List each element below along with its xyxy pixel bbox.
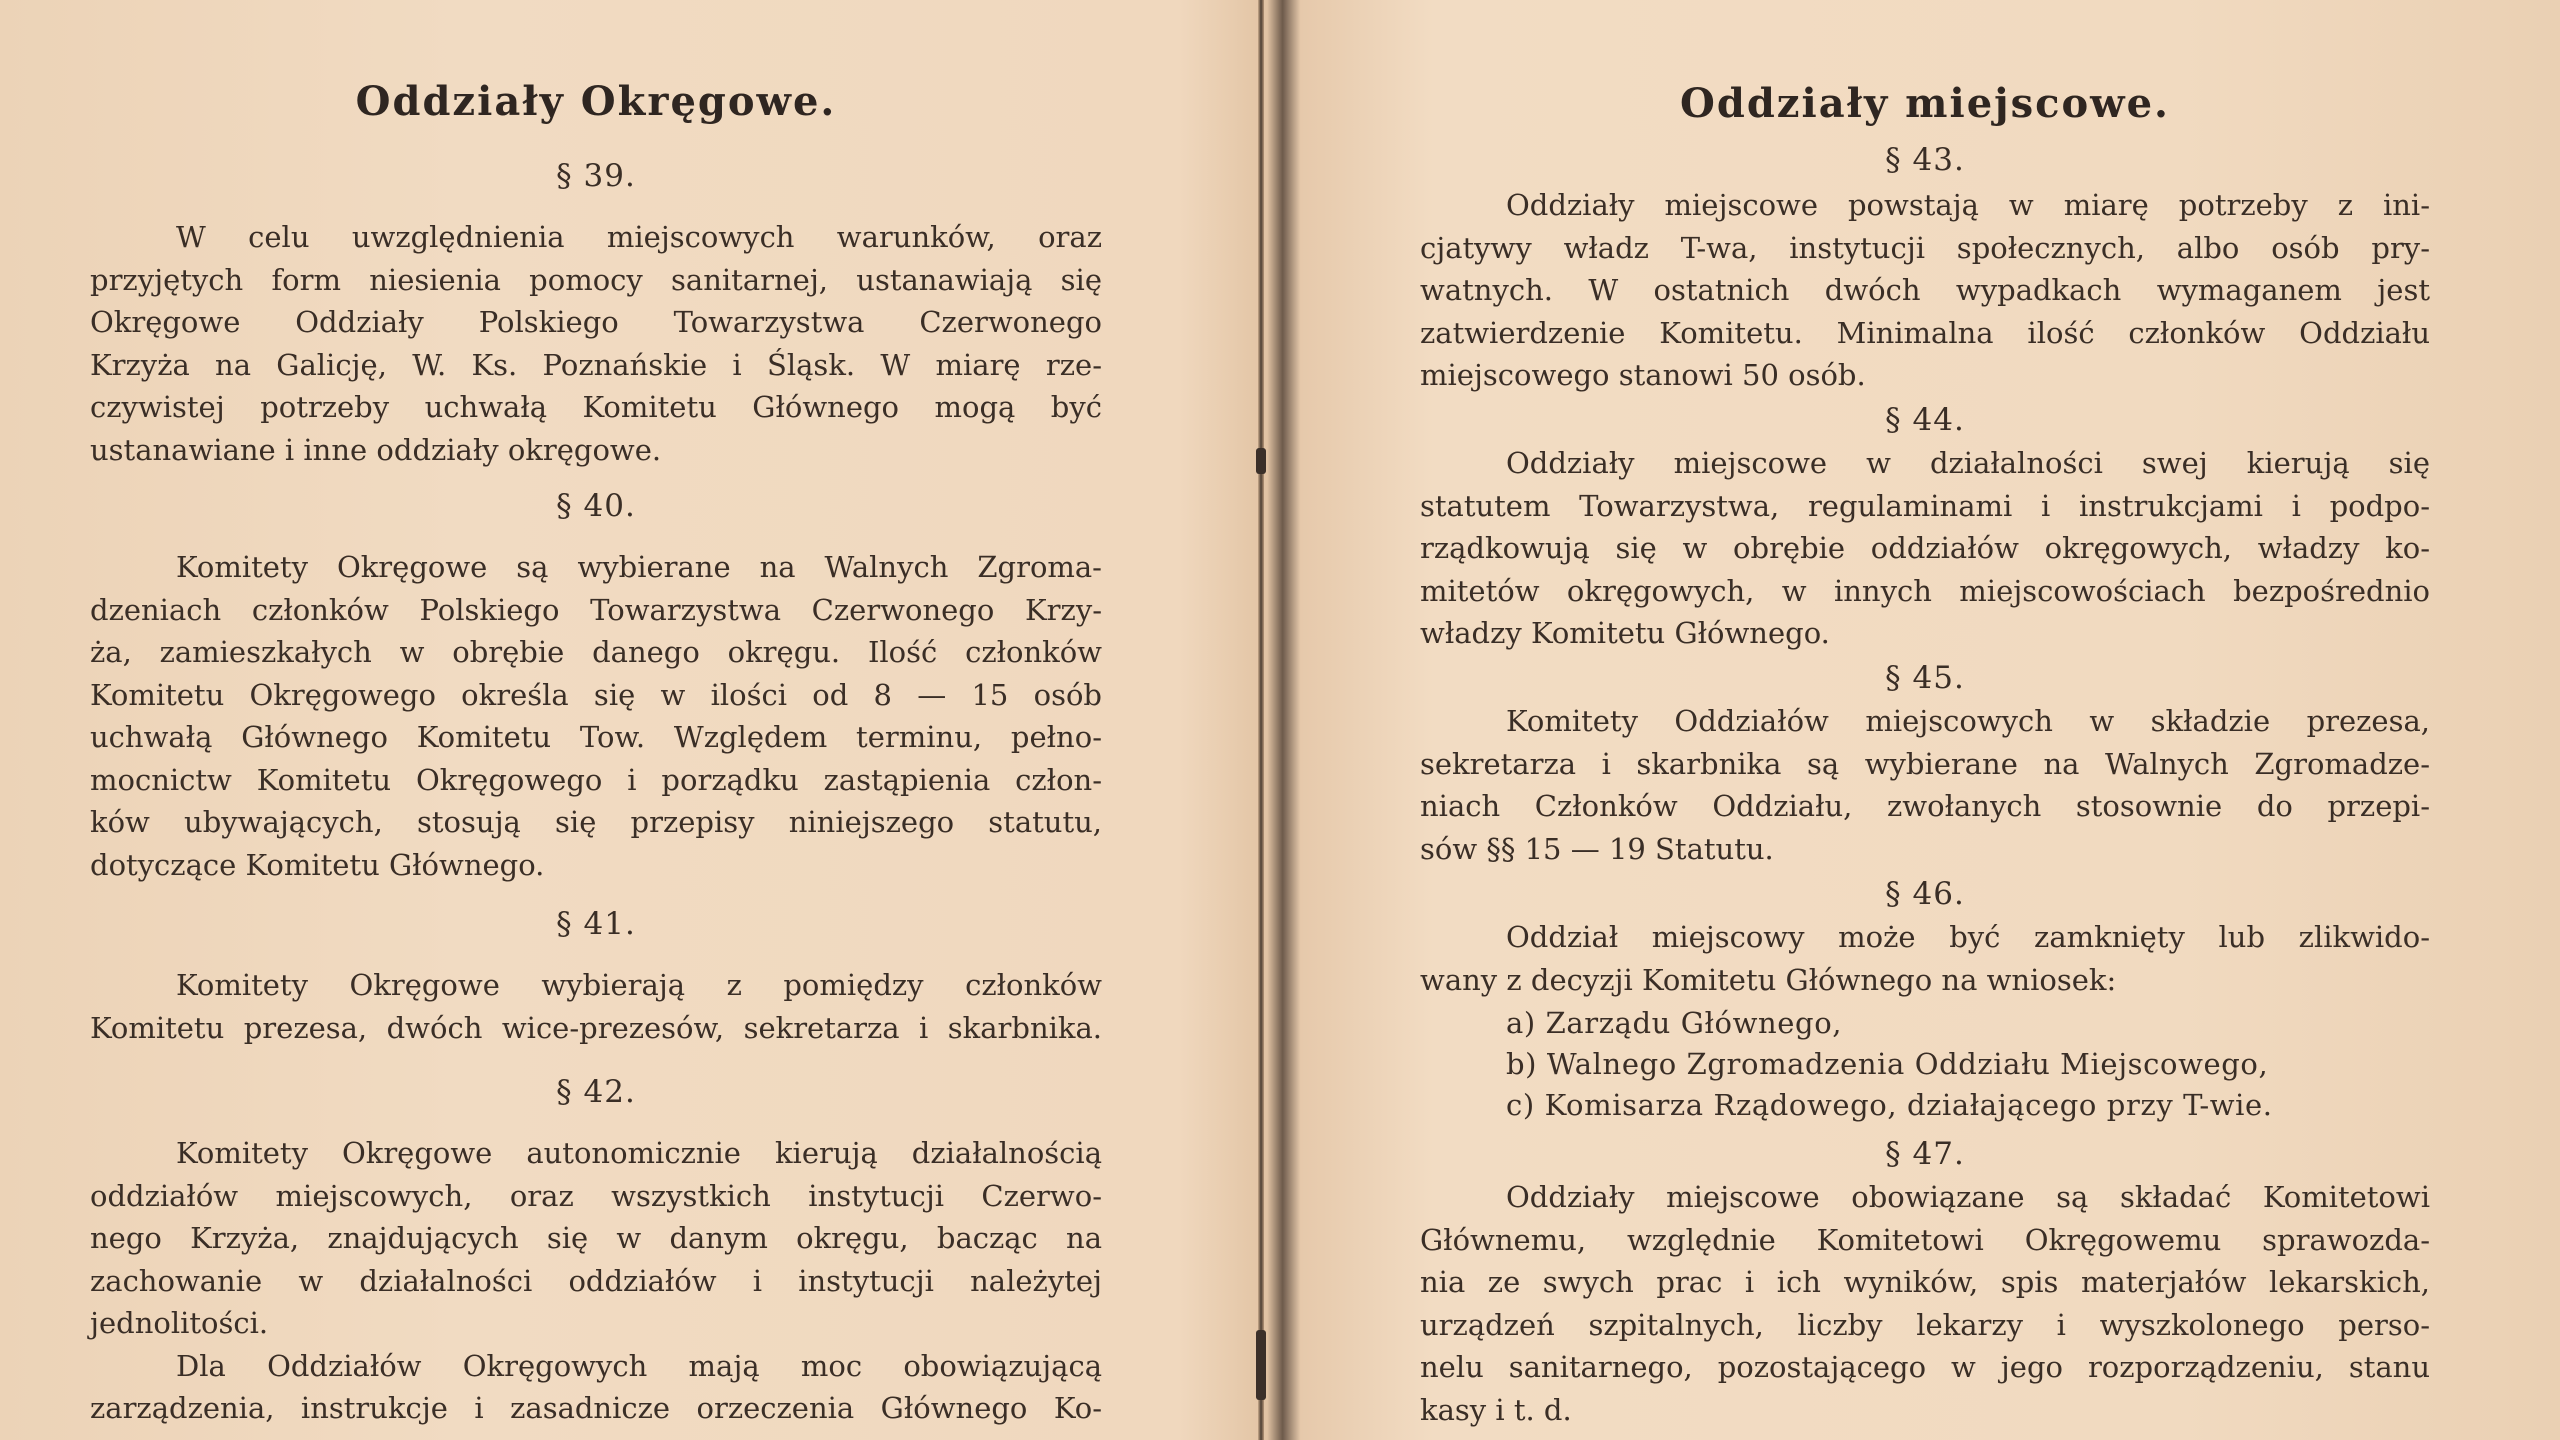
text-line: rządkowują się w obrębie oddziałów okręgowych, władzy ko- <box>1420 531 2430 565</box>
text-line: watnych. W ostatnich dwóch wypadkach wymaganem jest <box>1420 273 2430 307</box>
right-page <box>1420 0 2430 1440</box>
text-line: zachowanie w działalności oddziałów i instytucji należytej <box>90 1263 1102 1298</box>
left-page-heading: Oddziały Okręgowe. <box>355 78 837 125</box>
section-41-paragraph <box>90 964 1102 1049</box>
text-line: Komitety Okręgowe są wybierane na Walnych Zgroma- <box>176 550 1102 584</box>
section-mark-39: § 39. <box>556 158 636 194</box>
text-line: Komitety Okręgowe wybierają z pomiędzy członków <box>176 968 1102 1002</box>
text-line: uchwałą Głównego Komitetu Tow. Względem terminu, pełno- <box>90 720 1102 754</box>
section-46-list <box>1420 1003 2430 1126</box>
text-line: mitetów okręgowych, w innych miejscowościach bezpośrednio <box>1420 573 2430 608</box>
section-mark-40: § 40. <box>556 488 636 524</box>
section-43-paragraph <box>1420 184 2430 397</box>
section-42-paragraph <box>90 1132 1102 1430</box>
section-46-paragraph <box>1420 916 2430 1001</box>
text-line: Krzyża na Galicję, W. Ks. Poznańskie i Śląsk. W miarę rze- <box>90 347 1102 382</box>
section-mark-46: § 46. <box>1885 876 1965 912</box>
text-line: W celu uwzględnienia miejscowych warunków, oraz <box>176 220 1102 254</box>
book-spine <box>1258 0 1264 1440</box>
text-line: dzeniach członków Polskiego Towarzystwa Czerwonego Krzy- <box>90 592 1102 627</box>
text-line: ków ubywających, stosują się przepisy niniejszego statutu, <box>90 805 1102 839</box>
section-mark-42: § 42. <box>556 1074 636 1110</box>
section-mark-45: § 45. <box>1885 660 1965 696</box>
text-line: Głównemu, względnie Komitetowi Okręgowemu sprawozda- <box>1420 1222 2430 1257</box>
text-line: Okręgowe Oddziały Polskiego Towarzystwa Czerwonego <box>90 305 1102 339</box>
section-mark-47: § 47. <box>1885 1136 1965 1172</box>
text-line: sów §§ 15 — 19 Statutu. <box>1420 831 1774 866</box>
section-40-paragraph <box>90 546 1102 886</box>
section-47-paragraph <box>1420 1176 2430 1431</box>
text-line: sekretarza i skarbnika są wybierane na Walnych Zgromadze- <box>1420 746 2430 781</box>
text-line: kasy i t. d. <box>1420 1392 1572 1427</box>
text-line: zarządzenia, instrukcje i zasadnicze orzeczenia Głównego Ko- <box>90 1391 1102 1425</box>
section-44-paragraph <box>1420 442 2430 655</box>
text-line: Oddziały miejscowe w działalności swej kierują się <box>1506 446 2430 480</box>
text-line: przyjętych form niesienia pomocy sanitarnej, ustanawiają się <box>90 262 1102 297</box>
text-line: wany z decyzji Komitetu Głównego na wniosek: <box>1420 962 2117 997</box>
text-line: Komitety Oddziałów miejscowych w składzie prezesa, <box>1506 704 2430 738</box>
list-item: a) Zarządu Głównego, <box>1506 1006 1843 1040</box>
text-line: nego Krzyża, znajdujących się w danym okręgu, bacząc na <box>90 1221 1102 1255</box>
text-line: mocnictw Komitetu Okręgowego i porządku zastąpienia człon- <box>90 762 1102 797</box>
section-mark-41: § 41. <box>556 906 636 942</box>
text-line: Oddział miejscowy może być zamknięty lub zlikwido- <box>1506 920 2430 954</box>
section-39-paragraph <box>90 216 1102 471</box>
text-line: statutem Towarzystwa, regulaminami i instrukcjami i podpo- <box>1420 488 2430 523</box>
section-mark-44: § 44. <box>1885 402 1965 438</box>
text-line: czywistej potrzeby uchwałą Komitetu Głównego mogą być <box>90 390 1102 424</box>
text-line: zatwierdzenie Komitetu. Minimalna ilość członków Oddziału <box>1420 315 2430 350</box>
text-line: Oddziały miejscowe obowiązane są składać Komitetowi <box>1506 1180 2430 1214</box>
left-page <box>90 0 1102 1440</box>
text-line: oddziałów miejscowych, oraz wszystkich instytucji Czerwo- <box>90 1178 1102 1213</box>
text-line: Dla Oddziałów Okręgowych mają moc obowiązującą <box>176 1348 1102 1383</box>
text-line: nelu sanitarnego, pozostającego w jego rozporządzeniu, stanu <box>1420 1350 2430 1384</box>
section-45-paragraph <box>1420 700 2430 870</box>
text-line: urządzeń szpitalnych, liczby lekarzy i wyszkolonego perso- <box>1420 1307 2430 1342</box>
section-mark-43: § 43. <box>1885 142 1965 178</box>
text-line: władzy Komitetu Głównego. <box>1420 616 1830 650</box>
text-line: nia ze swych prac i ich wyników, spis materjałów lekarskich, <box>1420 1265 2430 1299</box>
right-page-heading: Oddziały miejscowe. <box>1680 80 2170 127</box>
text-line: dotyczące Komitetu Głównego. <box>90 847 545 882</box>
text-line: niach Członków Oddziału, zwołanych stosownie do przepi- <box>1420 789 2430 823</box>
list-item: b) Walnego Zgromadzenia Oddziału Miejscowego, <box>1506 1047 2269 1081</box>
text-line: ża, zamieszkałych w obrębie danego okręgu. Ilość członków <box>90 635 1102 669</box>
text-line: Komitetu prezesa, dwóch wice-prezesów, sekretarza i skarbnika. <box>90 1010 1102 1045</box>
text-line: Komitetu Okręgowego określa się w ilości od 8 — 15 osób <box>90 677 1102 712</box>
text-line: miejscowego stanowi 50 osób. <box>1420 358 1866 392</box>
text-line: jednolitości. <box>90 1306 269 1340</box>
text-line: Oddziały miejscowe powstają w miarę potrzeby z ini- <box>1506 188 2430 222</box>
text-line: Komitety Okręgowe autonomicznie kierują działalnością <box>176 1136 1102 1170</box>
text-line: cjatywy władz T-wa, instytucji społecznych, albo osób pry- <box>1420 230 2430 265</box>
text-line: ustanawiane i inne oddziały okręgowe. <box>90 432 662 467</box>
list-item: c) Komisarza Rządowego, działającego przy T-wie. <box>1506 1088 2273 1122</box>
spine-stitch <box>1256 448 1266 474</box>
spine-stitch <box>1256 1330 1266 1400</box>
